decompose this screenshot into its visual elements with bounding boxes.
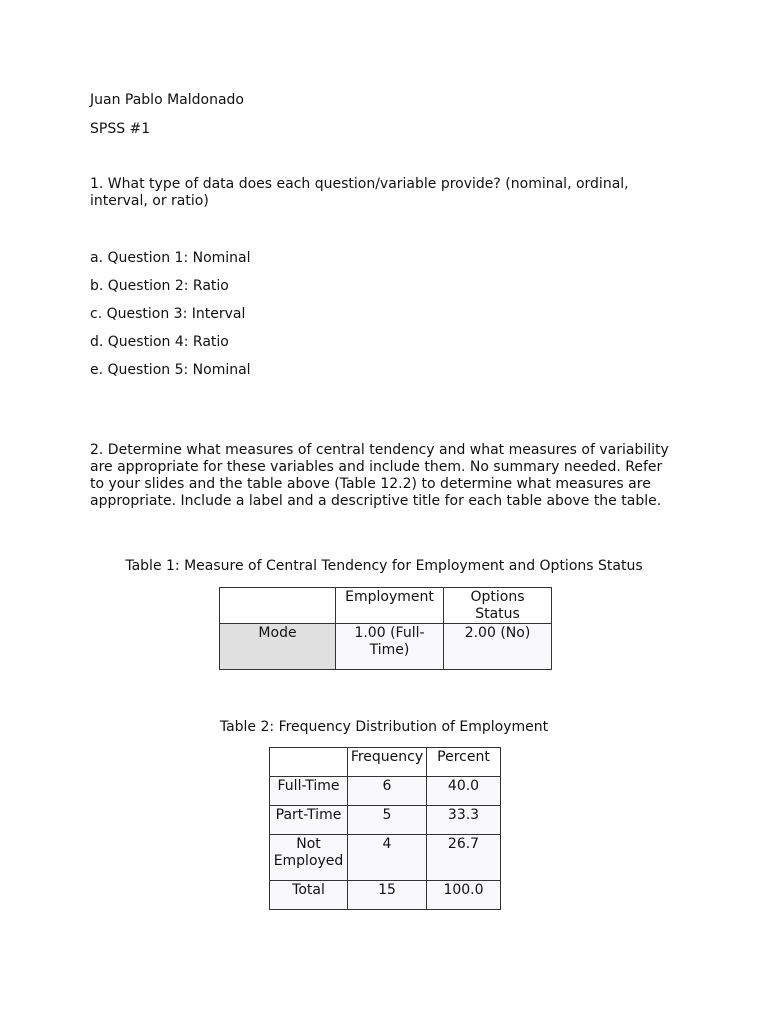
table-1-cell-options-status: 2.00 (No): [444, 624, 552, 670]
table-2-cell-percent: 40.0: [427, 777, 501, 806]
table-1-header-options-status: Options Status: [444, 588, 552, 624]
answer-a: a. Question 1: Nominal: [90, 250, 251, 266]
table-row: [220, 624, 552, 670]
table-row: [270, 806, 501, 835]
question-1-text: 1. What type of data does each question/variable provide? (nominal, ordinal, interval, or ratio): [90, 176, 629, 209]
table-1-caption: Table 1: Measure of Central Tendency for Employment and Options Status: [125, 558, 643, 574]
table-1-header-row: [220, 588, 552, 624]
table-2-header-frequency: Frequency: [348, 748, 427, 777]
table-2: [269, 747, 501, 910]
answer-d: d. Question 4: Ratio: [90, 334, 229, 350]
question-1-answers: [90, 250, 680, 379]
table-2-cell-percent: 33.3: [427, 806, 501, 835]
table-2-cell-frequency: 4: [348, 835, 427, 881]
table-row: [270, 835, 501, 881]
table-2-row-label: Part-Time: [270, 806, 348, 835]
table-2-header-row: [270, 748, 501, 777]
table-2-caption: Table 2: Frequency Distribution of Employment: [219, 719, 549, 735]
question-2-text: 2. Determine what measures of central tendency and what measures of variability are appropriate for these variables and include them. No summary needed. Refer to your slides and the table above (Table 12.2) to determine what measures are appropriate. Include a label and a descriptive title for each table above the table.: [90, 442, 669, 509]
table-2-cell-frequency: 15: [348, 881, 427, 910]
table-2-row-label: Total: [270, 881, 348, 910]
table-2-header-percent: Percent: [427, 748, 501, 777]
table-row: [270, 881, 501, 910]
table-2-cell-percent: 26.7: [427, 835, 501, 881]
table-2-row-label: Full-Time: [270, 777, 348, 806]
table-1-header-corner: [220, 588, 336, 624]
table-1-cell-employment: 1.00 (Full-Time): [336, 624, 444, 670]
answer-b: b. Question 2: Ratio: [90, 278, 229, 294]
table-2-cell-frequency: 6: [348, 777, 427, 806]
table-2-header-corner: [270, 748, 348, 777]
table-2-row-label: Not Employed: [270, 835, 348, 881]
table-1-header-employment: Employment: [336, 588, 444, 624]
answer-c: c. Question 3: Interval: [90, 306, 246, 322]
author-name: Juan Pablo Maldonado: [90, 92, 244, 108]
table-1-row-label: Mode: [220, 624, 336, 670]
answer-e: e. Question 5: Nominal: [90, 362, 251, 378]
table-1: [219, 587, 552, 670]
table-2-cell-frequency: 5: [348, 806, 427, 835]
course-title: SPSS #1: [90, 121, 151, 137]
table-row: [270, 777, 501, 806]
document-body: [90, 92, 680, 510]
table-2-cell-percent: 100.0: [427, 881, 501, 910]
